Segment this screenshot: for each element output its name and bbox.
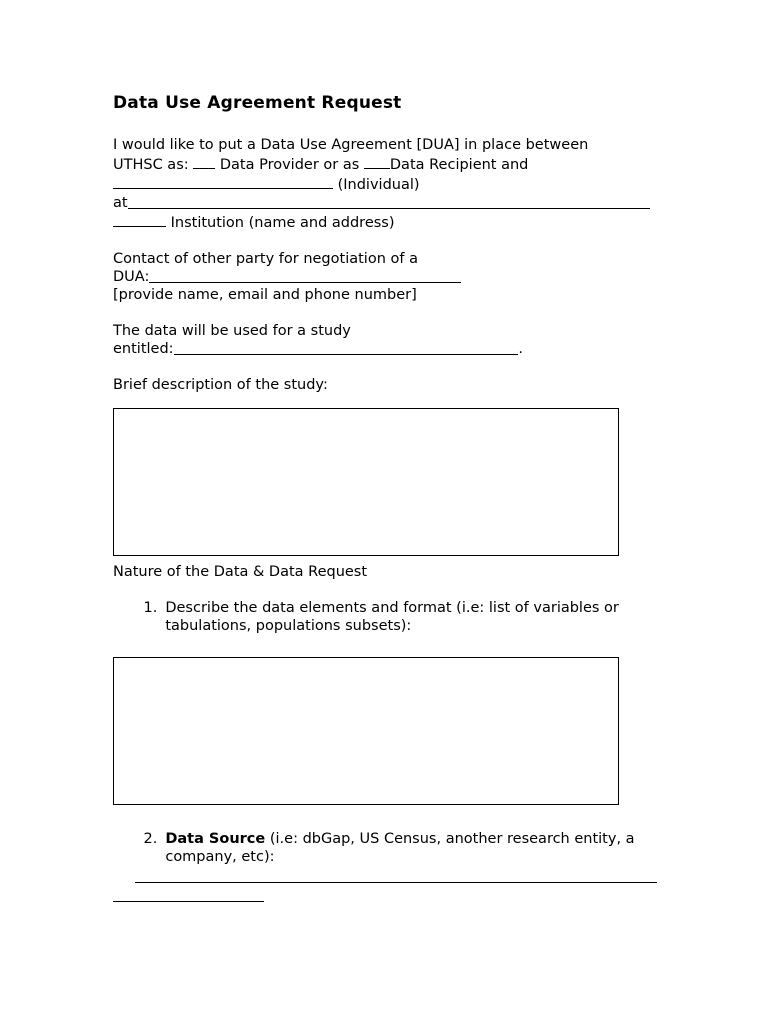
list-item-number: 1. — [143, 600, 158, 616]
recipient-blank[interactable] — [364, 154, 390, 169]
institution-label: Institution (name and address) — [166, 215, 395, 231]
at-label: at — [113, 195, 128, 211]
uthsc-label: UTHSC as: — [113, 157, 194, 173]
description-box[interactable] — [113, 408, 619, 556]
entitled-label: entitled: — [113, 341, 174, 357]
data-elements-box[interactable] — [113, 657, 619, 805]
dua-label: DUA: — [113, 269, 150, 285]
data-source-blank-1[interactable] — [135, 866, 657, 883]
contact-line-1: Contact of other party for negotiation of a — [113, 251, 418, 267]
study-title-blank[interactable] — [174, 340, 519, 355]
period: . — [518, 341, 523, 357]
contact-line-2 — [113, 268, 461, 286]
dua-contact-blank[interactable] — [149, 268, 461, 283]
intro-line-3 — [113, 174, 658, 194]
document-title: Data Use Agreement Request — [113, 93, 402, 113]
data-source-label: Data Source — [165, 831, 266, 847]
list-item-text: Describe the data elements and format (i.e: list of variables or tabulations, populations subsets): — [165, 600, 619, 634]
study-paragraph — [113, 322, 658, 358]
document-page — [113, 92, 658, 902]
provider-label: Data Provider or as — [215, 157, 364, 173]
list-item-text — [157, 830, 658, 866]
data-source-hint: (i.e: dbGap, US Census, another research entity, a company, etc): — [165, 831, 635, 865]
at-blank[interactable] — [128, 194, 650, 209]
data-request-list-2 — [113, 830, 658, 866]
description-label: Brief description of the study: — [113, 377, 328, 393]
intro-line-5 — [113, 212, 658, 232]
contact-paragraph — [113, 250, 658, 304]
list-item-number: 2. — [143, 831, 158, 847]
data-source-blank-2[interactable] — [113, 883, 264, 902]
provider-blank[interactable] — [193, 154, 215, 169]
list-item-2 — [113, 830, 658, 866]
individual-label: (Individual) — [333, 177, 420, 193]
institution-blank[interactable] — [113, 212, 166, 227]
recipient-label: Data Recipient and — [389, 157, 529, 173]
individual-blank[interactable] — [113, 174, 333, 189]
intro-line-4 — [113, 194, 650, 212]
data-request-list — [113, 599, 658, 635]
intro-paragraph — [113, 136, 658, 232]
study-line-2 — [113, 340, 523, 358]
contact-hint: [provide name, email and phone number] — [113, 287, 417, 303]
intro-line-2 — [113, 154, 658, 174]
nature-label: Nature of the Data & Data Request — [113, 564, 368, 580]
study-line-1: The data will be used for a study — [113, 323, 351, 339]
intro-line-1: I would like to put a Data Use Agreement [DUA] in place between — [113, 137, 589, 153]
list-item-1 — [113, 599, 658, 635]
